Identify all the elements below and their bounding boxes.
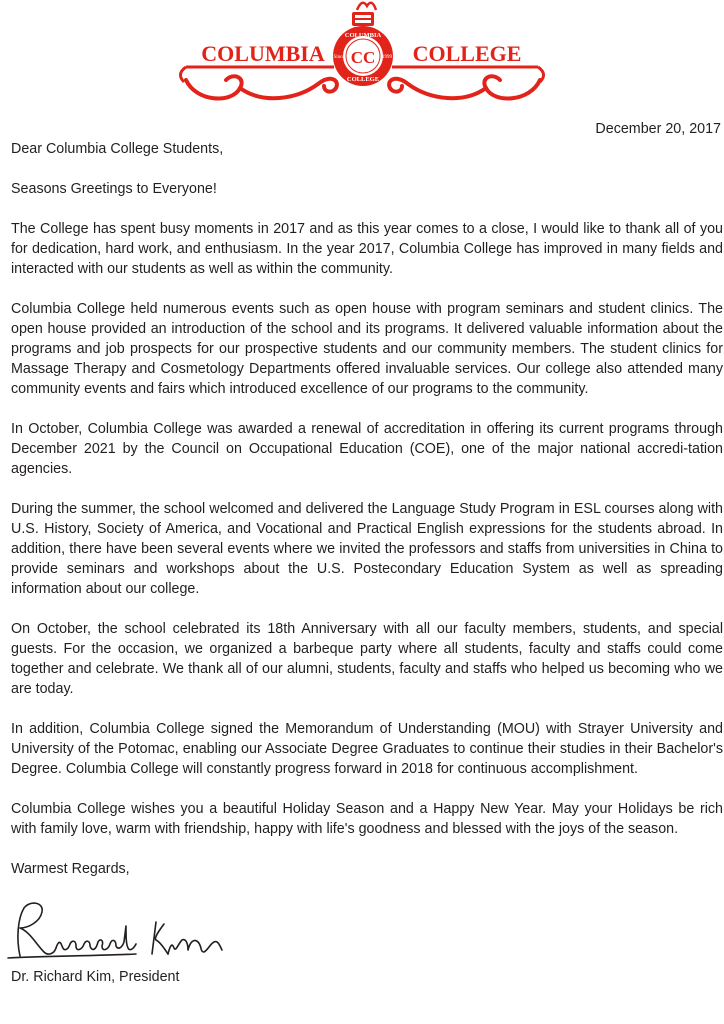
seal-since-text: Since <box>333 55 345 60</box>
signer-name: Dr. Richard Kim, President <box>11 969 180 985</box>
college-name-right: COLLEGE <box>412 41 522 66</box>
signature-icon <box>6 898 236 964</box>
handwritten-signature <box>6 898 236 964</box>
letterhead <box>0 0 724 112</box>
paragraph: Columbia College held numerous events such as open house with program seminars and student clinics. The open house provided an introduction of the school and its programs. It delivered valuable information about the programs and job prospects for our prospective students and our community members. The student clinics for Massage Therapy and Cosmetology Departments offered invaluable services. Our college also attended many community events and fairs which introduced excellence of our programs to the community. <box>11 301 723 397</box>
seal-year-text: 1999 <box>382 55 392 60</box>
letter-date: December 20, 2017 <box>595 121 721 137</box>
greeting: Seasons Greetings to Everyone! <box>11 181 217 197</box>
ornament-cap-icon <box>352 3 376 26</box>
left-scroll-line <box>180 67 334 82</box>
college-seal <box>333 26 393 86</box>
right-scroll-line <box>392 67 544 82</box>
paragraph: The College has spent busy moments in 2017 and as this year comes to a close, I would like to thank all of you for dedication, hard work, and enthusiasm. In the year 2017, Columbia College has improved in many fields and interacted with our students as well as within the community. <box>11 221 723 277</box>
college-logo <box>0 0 724 112</box>
seal-top-text: COLUMBIA <box>344 32 382 39</box>
college-name-left: COLUMBIA <box>201 41 325 66</box>
paragraph: During the summer, the school welcomed and delivered the Language Study Program in ESL courses along with U.S. History, Society of America, and Vocational and Practical English expressions for the students abroad. In addition, there have been several events where we invited the professors and staffs from universities in China to provide seminars and workshops about the U.S. Postecondary Education System as well as spreading information about our college. <box>11 501 723 597</box>
paragraph: Columbia College wishes you a beautiful Holiday Season and a Happy New Year. May your Holidays be rich with family love, warm with friendship, happy with life's goodness and blessed with the joys of the season. <box>11 801 723 837</box>
seal-bottom-text: COLLEGE <box>346 76 380 83</box>
seal-monogram: CC <box>350 48 376 67</box>
paragraph: In October, Columbia College was awarded a renewal of accreditation in offering its current programs through December 2021 by the Council on Occupational Education (COE), one of the major national accredi-tation agencies. <box>11 421 723 477</box>
paragraph: On October, the school celebrated its 18th Anniversary with all our faculty members, students, and special guests. For the occasion, we organized a barbeque party where all students, faculty and staffs could come together and celebrate. We thank all of our alumni, students, faculty and staffs who helped us becoming who we are today. <box>11 621 723 697</box>
left-flourish-icon <box>186 76 337 98</box>
letter-body <box>11 139 723 899</box>
right-flourish-icon <box>389 76 540 98</box>
paragraph: In addition, Columbia College signed the Memorandum of Understanding (MOU) with Strayer University and University of the Potomac, enabling our Associate Degree Graduates to continue their studies in their Bachelor's Degree. Columbia College will constantly progress forward in 2018 for continuous accomplishment. <box>11 721 723 777</box>
closing: Warmest Regards, <box>11 861 130 877</box>
salutation: Dear Columbia College Students, <box>11 141 224 157</box>
